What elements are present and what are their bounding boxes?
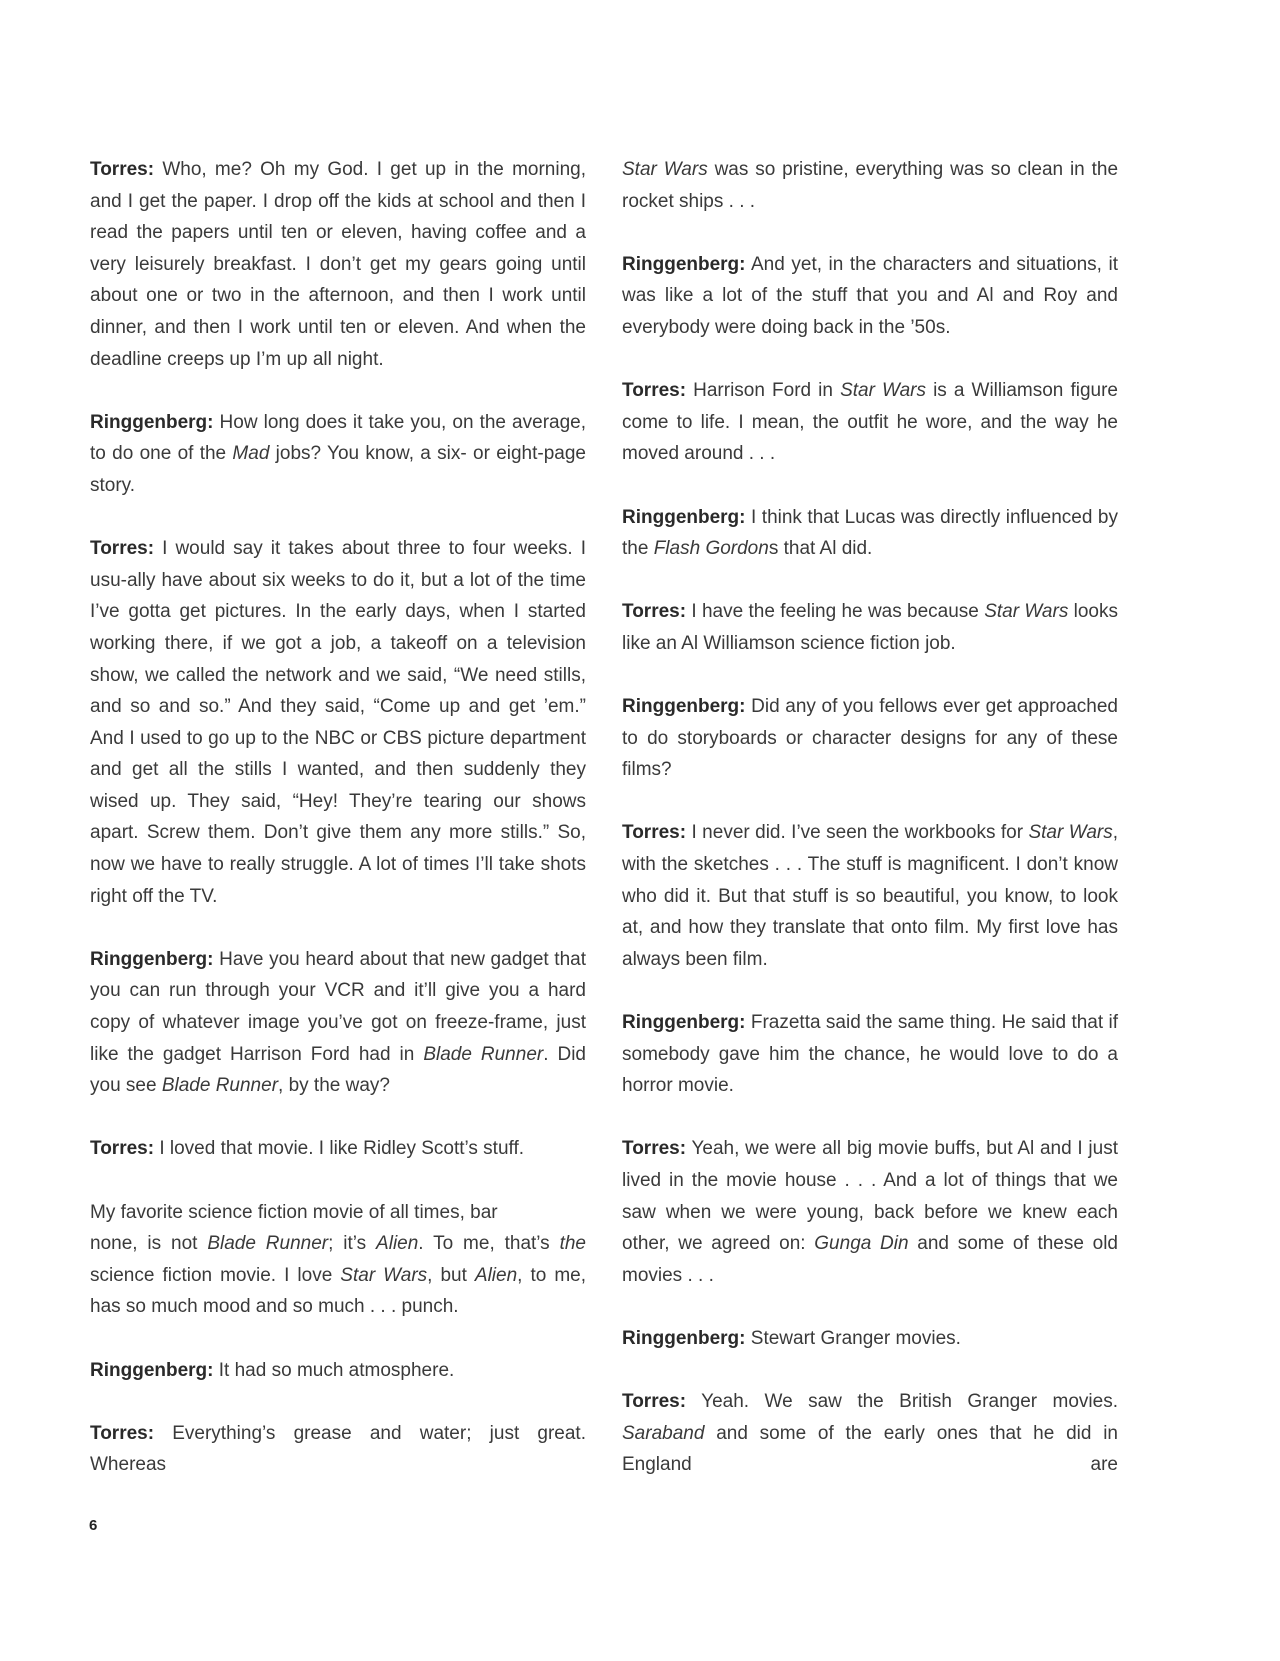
paragraph-text: I have the feeling he was because bbox=[686, 601, 985, 623]
interview-paragraph bbox=[622, 249, 1118, 344]
paragraph-text: science fiction movie. I love bbox=[90, 1264, 341, 1286]
right-column bbox=[622, 154, 1118, 1513]
paragraph-text: I would say it takes about three to four weeks. I usu-ally have about six weeks to do it, but a lot of the time I’ve gotta get pictures. In the early days, when I started working there, if we got a job, a takeoff on a television show, we called the network and we said, “We need stills, and so and so.” And they said, “Come up and get ’em.” And I used to go up to the NBC or CBS picture department and get all the stills I wanted, and then suddenly they wised up. They said, “Hey! They’re tearing our shows apart. Screw them. Don’t give them any more stills.” So, now we have to really struggle. A lot of times I’ll take shots right off the TV. bbox=[90, 538, 586, 907]
interview-paragraph bbox=[622, 375, 1118, 470]
interview-paragraph bbox=[90, 407, 586, 502]
page-number: 6 bbox=[89, 1517, 98, 1534]
italic-title-text: Star Wars bbox=[1028, 822, 1113, 844]
paragraph-text: Did any of you fellows ever get approached to do storyboards or character designs for any of these films? bbox=[622, 696, 1118, 781]
paragraph-text: and some of the early ones that he did in England are bbox=[622, 1422, 1118, 1476]
paragraph-text: Harrison Ford in bbox=[686, 380, 841, 402]
italic-title-text: Blade Runner bbox=[161, 1075, 279, 1097]
italic-title-text: the bbox=[559, 1233, 586, 1255]
interview-paragraph bbox=[90, 1197, 586, 1323]
paragraph-text: , but bbox=[427, 1264, 475, 1286]
italic-title-text: Star Wars bbox=[622, 159, 708, 180]
interview-paragraph bbox=[622, 1386, 1118, 1481]
speaker-name: Ringgenberg: bbox=[622, 1012, 746, 1034]
speaker-name: Ringgenberg: bbox=[90, 1359, 214, 1381]
paragraph-text: . Did you see bbox=[90, 1043, 586, 1097]
speaker-name: Ringgenberg: bbox=[622, 253, 746, 275]
paragraph-text: Frazetta said the same thing. He said that if somebody gave him the chance, he would love to do a horror movie. bbox=[622, 1012, 1118, 1097]
interview-paragraph bbox=[622, 502, 1118, 565]
paragraph-text: I think that Lucas was directly influenced by the bbox=[622, 506, 1118, 560]
speaker-name: Ringgenberg: bbox=[90, 411, 214, 433]
paragraph-text: looks like an Al Williamson science fiction job. bbox=[622, 601, 1118, 654]
paragraph-text: ; it’s bbox=[328, 1233, 377, 1255]
left-column bbox=[90, 154, 586, 1513]
speaker-name: Torres: bbox=[90, 1138, 155, 1160]
speaker-name: Torres: bbox=[90, 538, 155, 560]
paragraph-text: none, is not bbox=[90, 1233, 208, 1255]
paragraph-text: and some of these old movies . . . bbox=[622, 1233, 1118, 1286]
paragraph-text: Have you heard about that new gadget that you can run through your VCR and it’ll give you a hard copy of whatever image you’ve got on freeze-frame, just like the gadget Harrison Ford had in bbox=[90, 948, 586, 1065]
interview-paragraph bbox=[622, 817, 1118, 975]
speaker-name: Ringgenberg: bbox=[622, 506, 746, 528]
speaker-name: Torres: bbox=[622, 1391, 687, 1413]
paragraph-text: It had so much atmosphere. bbox=[213, 1359, 455, 1381]
paragraph-text: Everything’s grease and water; just great. Whereas bbox=[90, 1422, 586, 1476]
italic-title-text: Flash Gordon bbox=[653, 538, 769, 560]
interview-paragraph bbox=[622, 1007, 1118, 1102]
paragraph-text: I never did. I’ve seen the workbooks for bbox=[686, 822, 1029, 844]
paragraph-text: , by the way? bbox=[278, 1075, 390, 1097]
speaker-name: Ringgenberg: bbox=[622, 1327, 746, 1349]
speaker-name: Ringgenberg: bbox=[90, 948, 214, 970]
interview-paragraph bbox=[622, 1323, 1118, 1355]
italic-title-text: Mad bbox=[232, 443, 270, 465]
paragraph-text: , to me, has so much mood and so much . . . punch. bbox=[90, 1264, 587, 1318]
italic-title-text: Gunga Din bbox=[814, 1233, 909, 1255]
speaker-name: Torres: bbox=[622, 380, 687, 402]
paragraph-text: Stewart Granger movies. bbox=[745, 1327, 961, 1349]
italic-title-text: Star Wars bbox=[340, 1264, 428, 1286]
speaker-name: Torres: bbox=[90, 1422, 155, 1444]
speaker-name: Torres: bbox=[622, 601, 687, 623]
italic-title-text: Blade Runner bbox=[423, 1043, 544, 1065]
paragraph-text: is a Williamson figure come to life. I mean, the outfit he wore, and the way he moved around . . . bbox=[622, 380, 1118, 465]
paragraph-text: Yeah. We saw the British Granger movies. bbox=[686, 1391, 1118, 1413]
interview-paragraph bbox=[622, 691, 1118, 786]
paragraph-text: was so pristine, everything was so clean in the rocket ships . . . bbox=[622, 159, 1119, 212]
interview-paragraph bbox=[622, 154, 1118, 217]
interview-paragraph bbox=[90, 944, 586, 1102]
italic-title-text: Blade Runner bbox=[207, 1233, 329, 1255]
paragraph-text: My favorite science fiction movie of all times, bar bbox=[90, 1201, 498, 1223]
paragraph-text: . To me, that’s bbox=[418, 1233, 560, 1255]
interview-paragraph bbox=[622, 1133, 1118, 1291]
paragraph-text: Who, me? Oh my God. I get up in the morning, and I get the paper. I drop off the kids at school and then I read the papers until ten or eleven, having coffee and a very leisurely breakfast. I don’t get my gears going until about one or two in the afternoon, and then I work until dinner, and then I work until ten or eleven. And when the deadline creeps up I’m up all night. bbox=[90, 159, 586, 370]
interview-paragraph bbox=[622, 596, 1118, 659]
italic-title-text: Star Wars bbox=[984, 601, 1069, 623]
interview-paragraph bbox=[90, 533, 586, 912]
speaker-name: Torres: bbox=[622, 822, 687, 844]
paragraph-text: How long does it take you, on the average, to do one of the bbox=[90, 411, 586, 465]
italic-title-text: Alien bbox=[474, 1264, 518, 1286]
paragraph-text: s that Al did. bbox=[768, 538, 873, 560]
italic-title-text: Saraband bbox=[622, 1422, 705, 1444]
paragraph-text: Yeah, we were all big movie buffs, but Al and I just lived in the movie house . . . And a lot of things that we saw when we were young, back before we knew each other, we agreed on: bbox=[622, 1138, 1118, 1255]
interview-paragraph bbox=[90, 1133, 586, 1165]
paragraph-text: And yet, in the characters and situations, it was like a lot of the stuff that you and Al and Roy and everybody were doing back in the ’50s. bbox=[622, 253, 1118, 338]
interview-paragraph bbox=[90, 1355, 586, 1387]
interview-paragraph bbox=[90, 154, 586, 375]
speaker-name: Torres: bbox=[90, 159, 155, 180]
speaker-name: Ringgenberg: bbox=[622, 696, 746, 718]
paragraph-text: jobs? You know, a six- or eight-page story. bbox=[90, 443, 586, 496]
italic-title-text: Alien bbox=[376, 1233, 419, 1255]
italic-title-text: Star Wars bbox=[840, 380, 926, 402]
speaker-name: Torres: bbox=[622, 1138, 687, 1160]
paragraph-text: I loved that movie. I like Ridley Scott’s stuff. bbox=[154, 1138, 525, 1160]
paragraph-text: , with the sketches . . . The stuff is magnificent. I don’t know who did it. But that stuff is so beautiful, you know, to look at, and how they translate that onto film. My first love has always been film. bbox=[622, 822, 1119, 970]
interview-paragraph bbox=[90, 1418, 586, 1481]
